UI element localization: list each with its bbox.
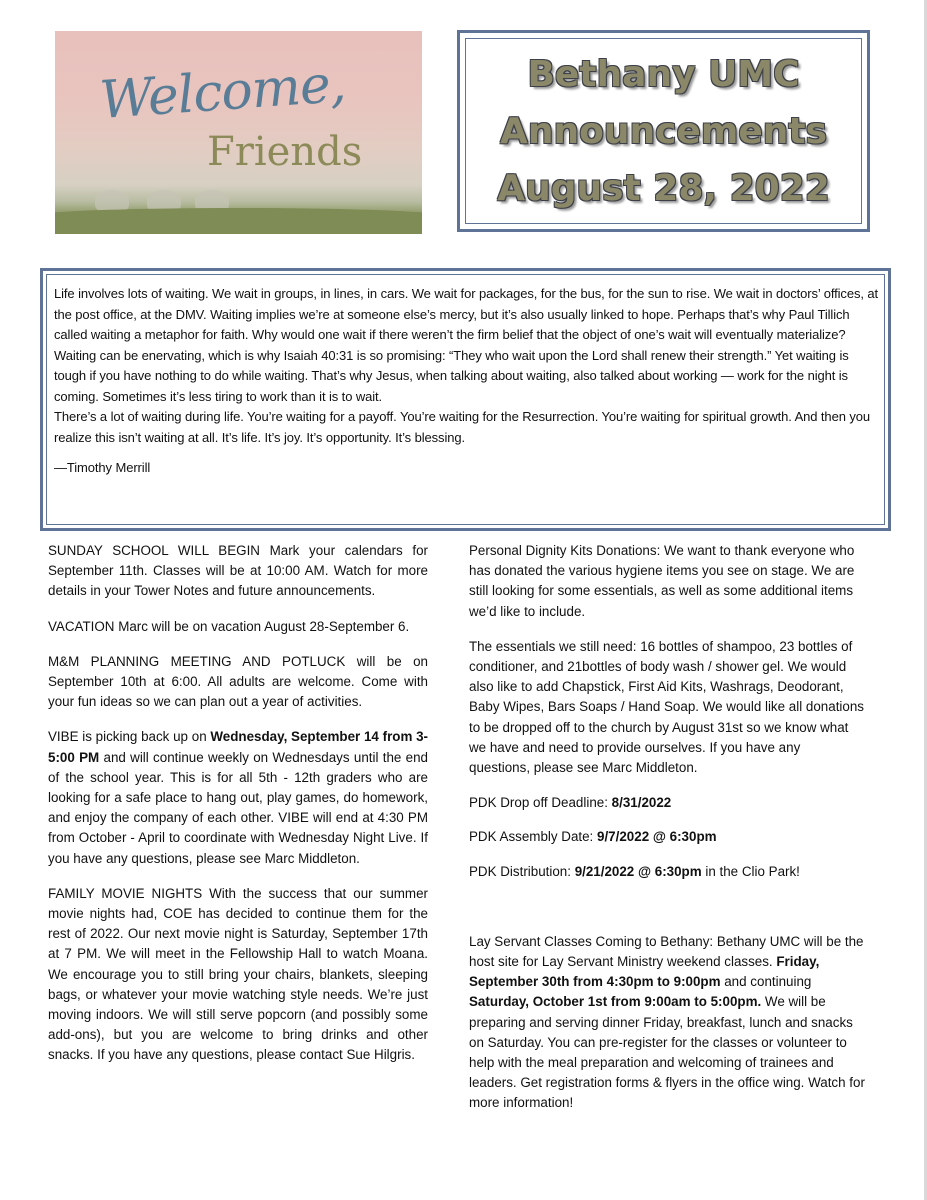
- title-date: August 28, 2022: [497, 167, 830, 209]
- lay-servant-saturday: Saturday, October 1st from 9:00am to 5:00pm.: [469, 994, 762, 1010]
- banner-welcome-text: Welcome,: [97, 54, 348, 132]
- pdk-heading: Personal Dignity Kits Donations: [469, 543, 657, 558]
- pdk-distribution-date: 9/21/2022 @ 6:30pm: [574, 863, 702, 879]
- sunday-school-heading: SUNDAY SCHOOL WILL BEGIN: [48, 543, 260, 558]
- vibe-schedule: Wednesday, September 14 from 3-5:00 PM: [48, 729, 429, 765]
- sunday-school-announcement: [48, 541, 428, 602]
- pdk-dropoff-label: PDK Drop off Deadline:: [469, 795, 612, 811]
- pdk-dropoff: [469, 793, 865, 813]
- title-announcements: Announcements: [499, 110, 828, 152]
- vacation-text: Marc will be on vacation August 28-September 6.: [114, 618, 410, 634]
- reflection-author: —Timothy Merrill: [54, 460, 151, 475]
- pdk-distribution-suffix: in the Clio Park!: [701, 863, 800, 879]
- movie-nights-text: With the success that our summer movie nights had, COE has decided to continue them for the rest of 2022. Our next movie night is Saturday, September 17th at 7 PM. We will meet in the Fellowship Hall to watch Moana. We encourage you to still bring your chairs, blankets, sleeping bags, or whatever your movie watching style needs. We’re just moving indoors. We will still serve popcorn (and possibly some add-ons), but you are welcome to bring drinks and other snacks. If you have any questions, please contact Sue Hilgris.: [48, 885, 428, 1063]
- vacation-announcement: [48, 617, 428, 637]
- mm-meeting-heading: M&M PLANNING MEETING AND POTLUCK: [48, 653, 346, 669]
- hill-shape: [55, 208, 422, 234]
- lay-servant-friday: Friday, September 30th from 4:30pm to 9:00pm: [469, 954, 820, 990]
- sunday-school-text: Mark your calendars for September 11th. Classes will be at 10:00 AM. Watch for more details in your Tower Notes and future announcements.: [48, 543, 429, 599]
- right-column: [469, 541, 865, 1129]
- lay-servant-text-3: We will be preparing and serving dinner Friday, breakfast, lunch and snacks on Saturday. You can pre-register for the classes or volunteer to help with the meal preparation and welcoming of trainees and leaders. Get registration forms & flyers in the office wing. Watch for more information!: [469, 994, 865, 1111]
- lay-servant-text-1: Bethany UMC will be the host site for Lay Servant Ministry weekend classes.: [469, 933, 864, 970]
- reflection-paragraph-2: Waiting can be enervating, which is why Isaiah 40:31 is so promising: “They who wait upon the Lord shall renew their strength.” Yet waiting is tough if you have nothing to do while waiting. That’s why Jesus, when talking about waiting, also talked about working — work for the night is coming. Sometimes it’s less tiring to work than it is to wait.: [54, 347, 849, 404]
- pdk-assembly-label: PDK Assembly Date:: [469, 829, 598, 845]
- movie-nights-announcement: [48, 884, 428, 1066]
- lay-servant-text-2: and continuing: [720, 974, 812, 990]
- pdk-distribution: [469, 862, 865, 882]
- reflection-box: [40, 268, 891, 531]
- vibe-heading: VIBE: [48, 729, 79, 745]
- pdk-dropoff-date: 8/31/2022: [611, 795, 672, 811]
- vibe-text-1: is picking back up on: [78, 729, 211, 745]
- welcome-banner-image: [55, 31, 422, 234]
- pdk-assembly-date: 9/7/2022 @ 6:30pm: [597, 829, 717, 845]
- reflection-paragraph-1: Life involves lots of waiting. We wait in groups, in lines, in cars. We wait for packages, for the bus, for the sun to rise. We wait in doctors’ offices, at the post office, at the DMV. Waiting implies we’re at someone else’s mercy, but it’s also usually linked to hope. Perhaps that’s why Paul Tillich called waiting a metaphor for faith. Why would one wait if there weren’t the firm belief that the object of one’s wait will eventually materialize?: [54, 286, 879, 342]
- lay-servant-announcement: [469, 932, 865, 1114]
- title-box-inner: [465, 38, 862, 224]
- pdk-distribution-label: PDK Distribution:: [469, 863, 575, 879]
- left-column: [48, 541, 428, 1081]
- vacation-heading: VACATION: [48, 618, 115, 634]
- pdk-essentials: The essentials we still need: 16 bottles of shampoo, 23 bottles of conditioner, and 21bottles of body wash / shower gel. We would also like to add Chapstick, First Aid Kits, Washrags, Deodorant, Baby Wipes, Bars Soaps / Hand Soap. We would like all donations to be dropped off to the church by August 31st so we know what we have and need to provide ourselves. If you have any questions, please see Marc Middleton.: [469, 638, 864, 776]
- mm-meeting-announcement: [48, 652, 428, 713]
- spacer: [469, 897, 865, 932]
- reflection-box-inner: [46, 274, 885, 525]
- vibe-announcement: [48, 727, 428, 868]
- pdk-assembly: [469, 827, 865, 847]
- mm-meeting-text: will be on September 10th at 6:00. All adults are welcome. Come with your fun ideas so we can plan out a year of activities.: [48, 653, 428, 710]
- pdk-text: : We want to thank everyone who has donated the various hygiene items you see on stage. We are still looking for some essentials, as well as some additional items we’d like to include.: [469, 543, 855, 619]
- title-church: Bethany UMC: [527, 53, 800, 95]
- banner-friends-text: Friends: [207, 129, 363, 175]
- pdk-announcement: [469, 541, 865, 622]
- movie-nights-heading: FAMILY MOVIE NIGHTS: [48, 885, 203, 901]
- title-box: [457, 30, 870, 232]
- lay-servant-heading: Lay Servant Classes Coming to Bethany:: [469, 933, 714, 949]
- reflection-paragraph-3: There’s a lot of waiting during life. You’re waiting for a payoff. You’re waiting for the Resurrection. You’re waiting for spiritual growth. And then you realize this isn’t waiting at all. It’s life. It’s joy. It’s opportunity. It’s blessing.: [54, 409, 870, 445]
- vibe-text-2: and will continue weekly on Wednesdays until the end of the school year. This is for all 5th - 12th graders who are looking for a safe place to hang out, play games, do homework, and enjoy the company of each other. VIBE will end at 4:30 PM from October - April to coordinate with Wednesday Night Live. If you have any questions, please see Marc Middleton.: [48, 749, 429, 866]
